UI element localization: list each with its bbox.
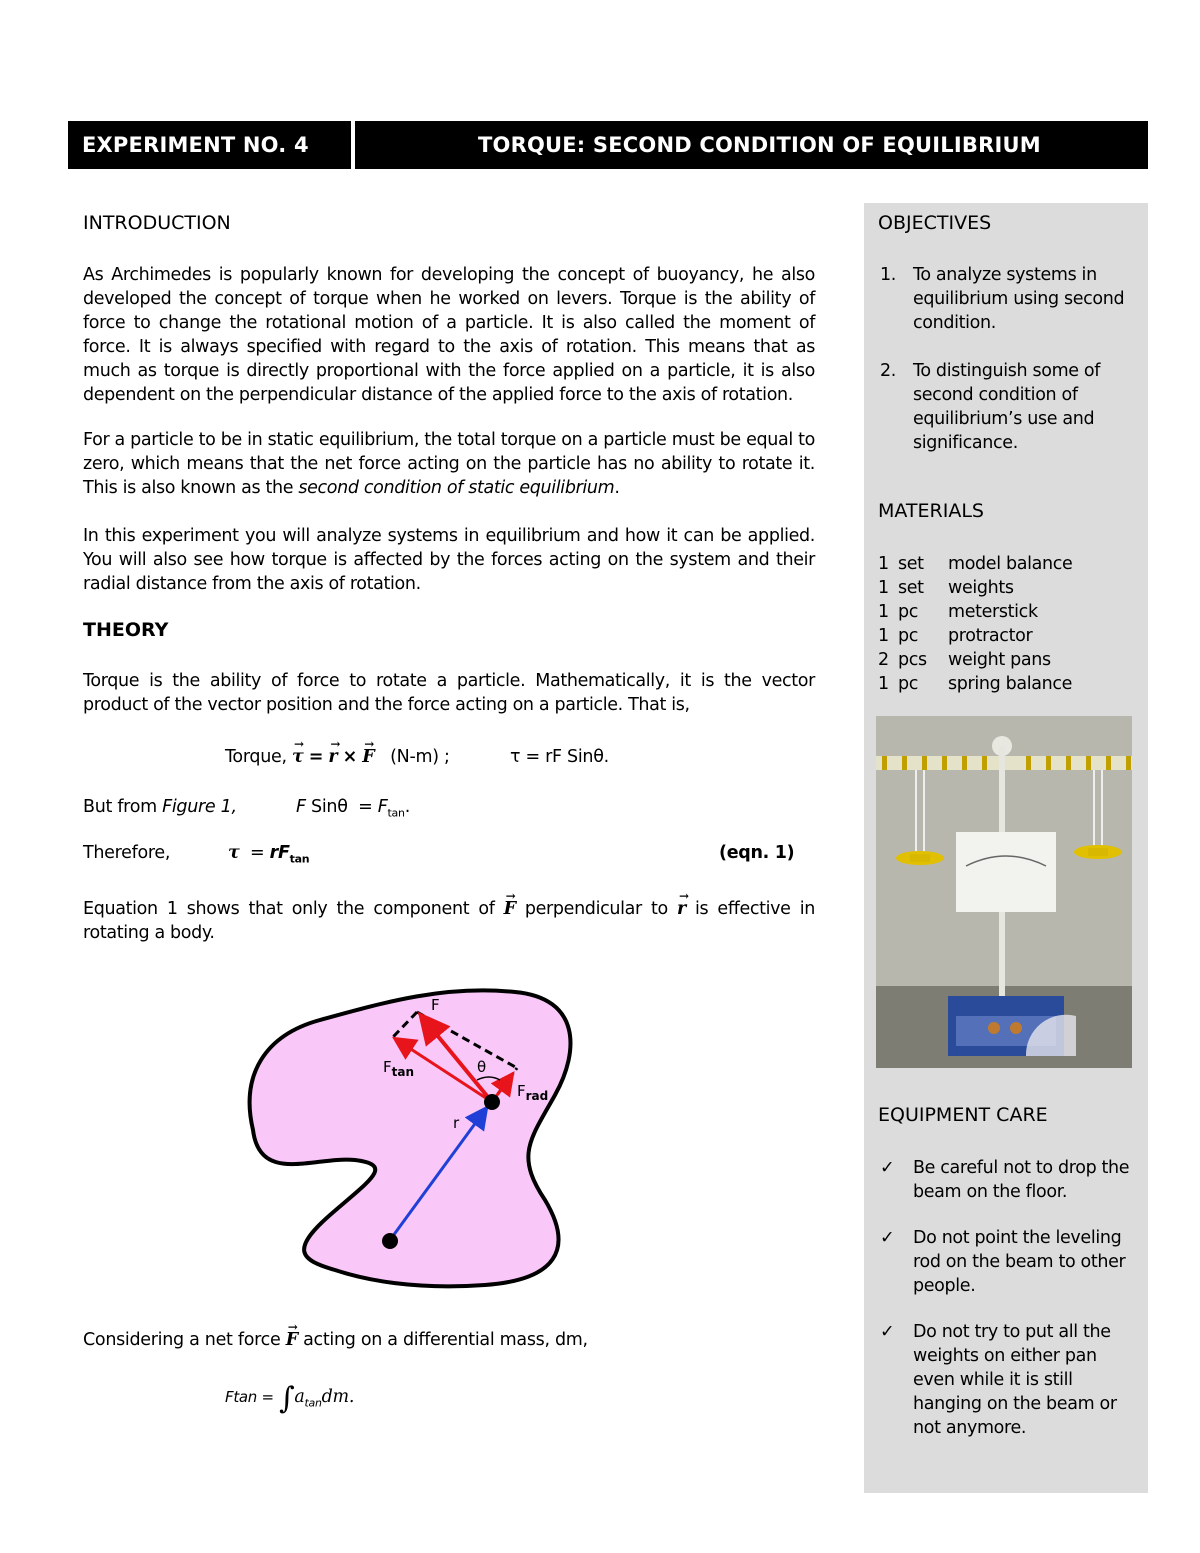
material-row: 2 pcs weight pans xyxy=(878,650,1051,670)
theory-heading: THEORY xyxy=(83,619,169,641)
material-row: 1 set model balance xyxy=(878,554,1073,574)
intro-paragraph-1: As Archimedes is popularly known for developing the concept of buoyancy, he also developed the concept of torque when he worked on levers. Torque is the ability of force to change the rotational motion of a particle. It is also called the moment of force. It is always specified with regard to the axis of rotation. This means that as much as torque is directly proportional with the force applied on a particle, it is also dependent on the perpendicular distance of the applied force to the axis of rotation. xyxy=(83,265,815,405)
force-point xyxy=(484,1094,500,1110)
objectives-heading: OBJECTIVES xyxy=(878,212,992,234)
axis-point xyxy=(382,1233,398,1249)
checkmark-icon: ✓ xyxy=(880,1228,895,1248)
objectives-list xyxy=(878,263,1138,455)
eqn1-explanation: Equation 1 shows that only the component of → F perpendicular to → r is effective in rotating a body. xyxy=(83,897,815,945)
scalar-torque-equation: τ = rF Sinθ. xyxy=(510,747,609,767)
intro-paragraph-2: For a particle to be in static equilibrium, the total torque on a particle must be equal to zero, which means that the net force acting on the particle has no ability to rotate it. This is also known as the second condition of static equilibrium. xyxy=(83,430,815,498)
r-vector: → r xyxy=(328,745,337,769)
theory-paragraph-1: Torque is the ability of force to rotate a particle. Mathematically, it is the vector product of the vector position and the force acting on a particle. That is, xyxy=(83,671,815,715)
therefore-label: Therefore, xyxy=(83,843,171,863)
care-item: ✓ Do not try to put all the weights on either pan even while it is still hanging on the beam or not anymore. xyxy=(880,1322,1117,1438)
material-row: 1 pc meterstick xyxy=(878,602,1038,622)
materials-list xyxy=(878,552,1138,696)
torque-figure xyxy=(245,980,585,1290)
checkmark-icon: ✓ xyxy=(880,1158,895,1178)
considering-line: Considering a net force → F acting on a differential mass, dm, xyxy=(83,1328,588,1352)
label-theta: θ xyxy=(477,1058,487,1076)
material-row: 1 pc protractor xyxy=(878,626,1033,646)
intro-paragraph-3: In this experiment you will analyze systems in equilibrium and how it can be applied. You will also see how torque is affected by the forces acting on the system and their radial distance from the axis of rotation. xyxy=(83,526,815,594)
introduction-heading: INTRODUCTION xyxy=(83,212,231,234)
tau-vector: → τ xyxy=(292,745,303,769)
model-balance-photo xyxy=(876,716,1132,1068)
label-frad: $F_{rad}$ xyxy=(517,1082,549,1103)
rigid-body-blob xyxy=(250,990,571,1286)
experiment-header xyxy=(68,121,1148,169)
integral-equation: $Ftan = \int a_{tan}dm$. xyxy=(225,1381,355,1416)
materials-heading: MATERIALS xyxy=(878,500,984,522)
material-row: 1 set weights xyxy=(878,578,1014,598)
label-f: F xyxy=(431,996,440,1014)
material-row: 1 pc spring balance xyxy=(878,674,1073,694)
ftan-equation: F $Sin\theta = F_{tan}$. xyxy=(296,797,410,820)
care-item: ✓ Be careful not to drop the beam on the floor. xyxy=(880,1158,1130,1202)
care-item: ✓ Do not point the leveling rod on the beam to other people. xyxy=(880,1228,1126,1296)
checkmark-icon: ✓ xyxy=(880,1322,895,1342)
experiment-number: EXPERIMENT NO. 4 xyxy=(82,133,309,157)
experiment-title: TORQUE: SECOND CONDITION OF EQUILIBRIUM xyxy=(478,133,1041,157)
equipment-care-list xyxy=(878,1156,1138,1440)
f-vector: → F xyxy=(362,745,374,769)
objective-item: 1. To analyze systems in equilibrium using second condition. xyxy=(880,265,1125,333)
objective-item: 2. To distinguish some of second condition of equilibrium’s use and significance. xyxy=(880,361,1101,453)
eqn1: $\tau = rF_{tan}$ xyxy=(228,843,310,866)
header-divider xyxy=(351,121,355,169)
eqn1-number: (eqn. 1) xyxy=(719,843,795,863)
label-r: r xyxy=(453,1114,460,1132)
equipment-care-heading: EQUIPMENT CARE xyxy=(878,1104,1048,1126)
torque-equation: Torque, → τ = → r × → F (N-m) ; xyxy=(225,745,450,769)
but-from-line: But from Figure 1, xyxy=(83,797,237,817)
label-ftan: $F_{tan}$ xyxy=(383,1058,415,1079)
